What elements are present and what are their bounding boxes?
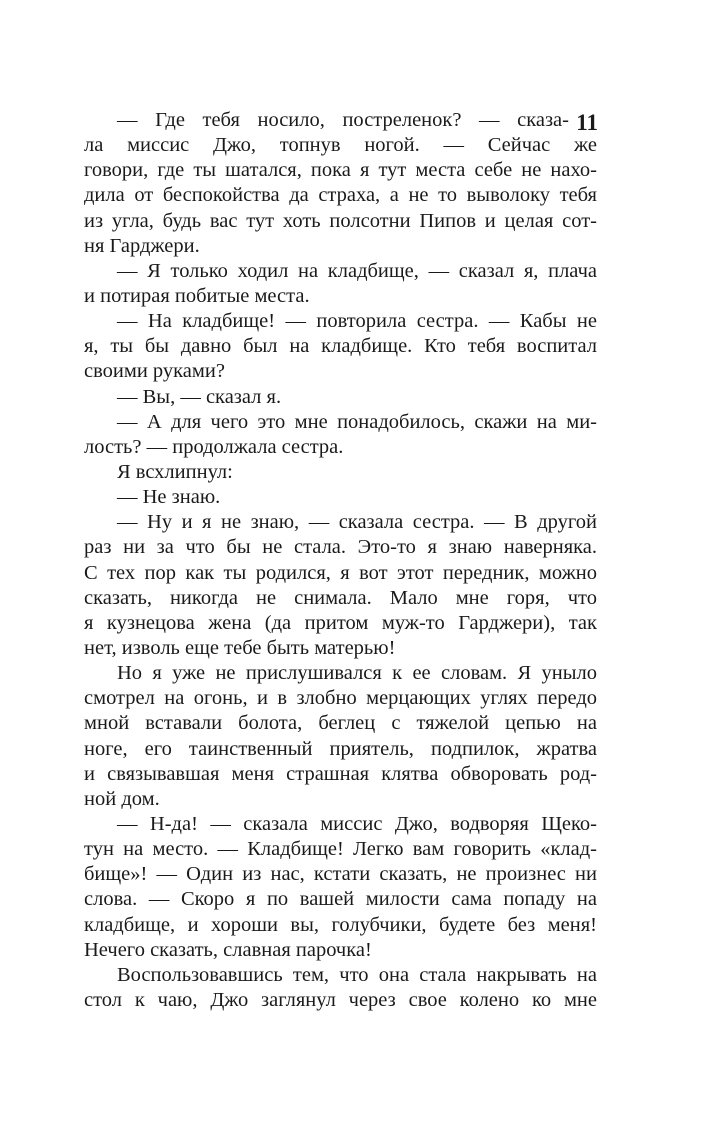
text-line: смотрел на огонь, и в злобно мерцающих углях передо — [84, 687, 597, 710]
text-line: Нечего сказать, славная парочка! — [84, 938, 372, 961]
text-line: Воспользовавшись тем, что она стала накрывать на — [117, 963, 597, 986]
text-line: — Н-да! — сказала миссис Джо, водворяя Щеко- — [117, 812, 597, 835]
text-line: раз ни за что бы не стала. Это-то я знаю наверняка. — [84, 536, 597, 559]
text-line: — Вы, — сказал я. — [117, 385, 282, 408]
text-line: — А для чего это мне понадобилось, скажи на ми- — [117, 410, 597, 433]
text-line: я кузнецова жена (да притом муж-то Гарджери), так — [84, 611, 597, 634]
text-line: из угла, будь вас тут хоть полсотни Пипов и целая сот- — [84, 209, 597, 232]
text-line: мной вставали болота, беглец с тяжелой цепью на — [84, 712, 597, 735]
text-line: сказать, никогда не снимала. Мало мне горя, что — [84, 586, 597, 609]
text-line: ноге, его таинственный приятель, подпилок, жратва — [84, 737, 597, 760]
text-line: — Я только ходил на кладбище, — сказал я, плача — [117, 259, 597, 282]
text-line: я, ты бы давно был на кладбище. Кто тебя воспитал — [84, 335, 597, 358]
body-text — [84, 108, 597, 1013]
text-line: кладбище, и хороши вы, голубчики, будете без меня! — [84, 913, 597, 936]
text-line: Но я уже не прислушивался к ее словам. Я уныло — [117, 662, 597, 685]
text-line: Я всхлипнул: — [117, 460, 233, 483]
text-line: С тех пор как ты родился, я вот этот передник, можно — [84, 561, 597, 584]
text-line: своими руками? — [84, 360, 225, 383]
text-line: — Ну и я не знаю, — сказала сестра. — В другой — [117, 511, 597, 534]
text-line: и потирая побитые места. — [84, 284, 310, 307]
text-line: стол к чаю, Джо заглянул через свое колено ко мне — [84, 988, 597, 1011]
text-line: и связывавшая меня страшная клятва обворовать род- — [84, 762, 597, 785]
page-number: 11 — [576, 110, 598, 135]
text-line: — Где тебя носило, постреленок? — сказа- — [117, 109, 569, 131]
text-line: нет, изволь еще тебе быть матерью! — [84, 636, 396, 659]
text-line: ня Гарджери. — [84, 234, 200, 257]
text-line: слова. — Скоро я по вашей милости сама попаду на — [84, 888, 597, 911]
text-line: говори, где ты шатался, пока я тут места себе не нахо- — [84, 159, 597, 182]
text-line: лость? — продолжала сестра. — [84, 435, 344, 458]
text-line: ной дом. — [84, 787, 160, 810]
text-line: тун на место. — Кладбище! Легко вам говорить «клад- — [84, 838, 597, 861]
text-line: дила от беспокойства да страха, а не то выволоку тебя — [84, 184, 597, 207]
text-line: — Не знаю. — [117, 486, 221, 509]
text-line: ла миссис Джо, топнув ногой. — Сейчас же — [84, 134, 597, 157]
text-line: — На кладбище! — повторила сестра. — Кабы не — [117, 310, 597, 333]
text-line: бище»! — Один из нас, кстати сказать, не произнес ни — [84, 863, 597, 886]
